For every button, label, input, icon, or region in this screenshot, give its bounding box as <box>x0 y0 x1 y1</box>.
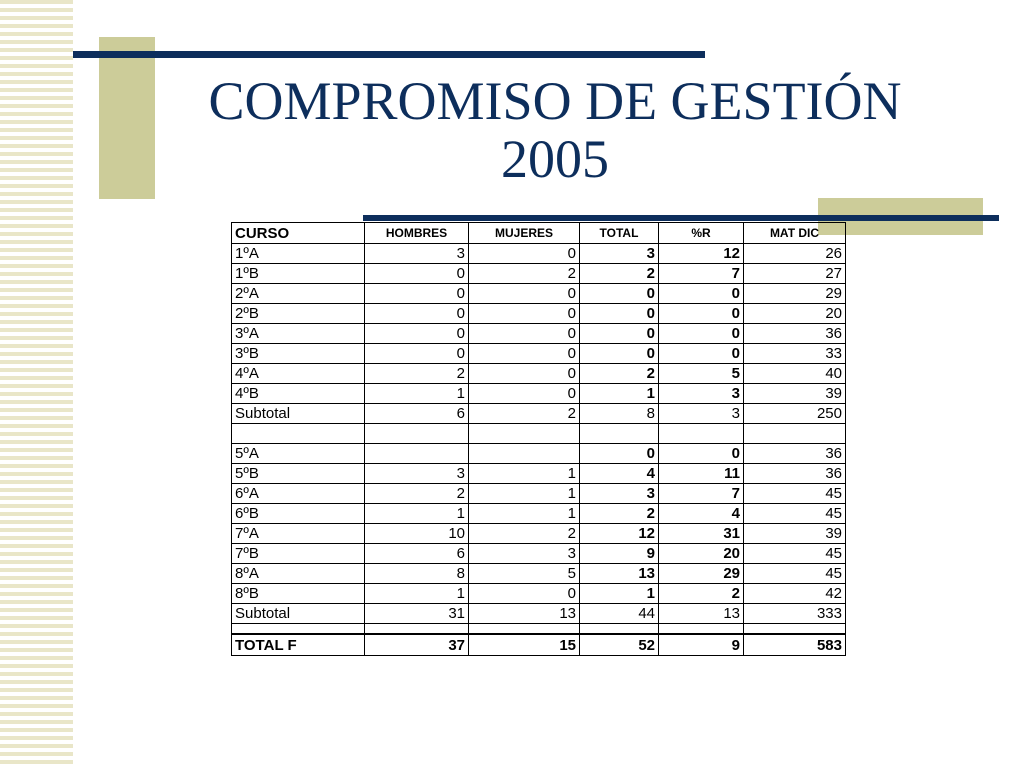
table-cell: 0 <box>365 304 469 324</box>
table-cell: 3 <box>580 244 659 264</box>
table-cell: 39 <box>744 384 846 404</box>
table-row <box>232 444 846 464</box>
table-cell: 7 <box>659 264 744 284</box>
table-cell: 4 <box>580 464 659 484</box>
table-cell <box>580 424 659 444</box>
table-cell: 0 <box>469 344 580 364</box>
table-cell: 33 <box>744 344 846 364</box>
slide-title-line1: COMPROMISO DE GESTIÓN <box>208 71 902 131</box>
table-cell: 9 <box>580 544 659 564</box>
table-row <box>232 304 846 324</box>
table-cell: 2 <box>469 524 580 544</box>
table-cell: 0 <box>580 444 659 464</box>
table-cell: 8ºB <box>232 584 365 604</box>
table-cell: 6 <box>365 544 469 564</box>
table-cell: 1 <box>469 464 580 484</box>
column-header: HOMBRES <box>365 223 469 244</box>
table-cell: 2 <box>659 584 744 604</box>
table-cell: 2 <box>469 264 580 284</box>
table-cell: 583 <box>744 634 846 656</box>
table-cell: 31 <box>365 604 469 624</box>
table-cell: 42 <box>744 584 846 604</box>
table-row <box>232 544 846 564</box>
table-cell: 0 <box>365 284 469 304</box>
table-cell: 4 <box>659 504 744 524</box>
table-cell: 0 <box>580 344 659 364</box>
table-cell: 52 <box>580 634 659 656</box>
slide-title <box>160 72 950 188</box>
table-cell: 2 <box>365 484 469 504</box>
table-cell: 0 <box>365 324 469 344</box>
table-cell <box>659 424 744 444</box>
striped-side-decoration <box>0 0 73 768</box>
table-cell <box>580 624 659 635</box>
table-cell <box>659 624 744 635</box>
table-row <box>232 464 846 484</box>
navy-decor-bar-top <box>73 51 705 58</box>
table-row <box>232 244 846 264</box>
table-cell: 0 <box>469 284 580 304</box>
table-cell: 45 <box>744 504 846 524</box>
olive-decor-block-left <box>99 37 155 199</box>
table-cell: 0 <box>659 304 744 324</box>
table-cell: 1 <box>580 384 659 404</box>
table-cell: 0 <box>469 584 580 604</box>
table-cell: 40 <box>744 364 846 384</box>
table-cell: 3 <box>365 464 469 484</box>
table-row <box>232 424 846 444</box>
table-cell: 2 <box>469 404 580 424</box>
table-cell: 45 <box>744 484 846 504</box>
table-cell: 37 <box>365 634 469 656</box>
table-cell: 15 <box>469 634 580 656</box>
table-header-row <box>232 223 846 244</box>
table-total-row <box>232 634 846 656</box>
table-cell <box>469 424 580 444</box>
table-cell: 2 <box>580 264 659 284</box>
table-cell: 36 <box>744 444 846 464</box>
table-row <box>232 484 846 504</box>
table-cell <box>232 624 365 635</box>
column-header: TOTAL <box>580 223 659 244</box>
enrollment-table <box>231 222 846 656</box>
table-cell: Subtotal <box>232 604 365 624</box>
table-cell: 9 <box>659 634 744 656</box>
table-cell: 2 <box>580 364 659 384</box>
table-row <box>232 504 846 524</box>
table-cell: 4ºB <box>232 384 365 404</box>
table-cell: 1ºB <box>232 264 365 284</box>
table-cell: 3 <box>469 544 580 564</box>
table-cell: 0 <box>469 304 580 324</box>
slide-title-line2: 2005 <box>501 129 609 189</box>
table-cell: 8 <box>580 404 659 424</box>
table-cell: 20 <box>659 544 744 564</box>
table-cell: 1 <box>365 584 469 604</box>
table-row <box>232 264 846 284</box>
table-cell: 31 <box>659 524 744 544</box>
column-header: CURSO <box>232 223 365 244</box>
table-row <box>232 324 846 344</box>
table-subtotal-row <box>232 404 846 424</box>
table-cell: 3 <box>659 384 744 404</box>
table-cell: 7ºA <box>232 524 365 544</box>
table-row <box>232 524 846 544</box>
navy-decor-bar-right <box>363 215 999 221</box>
table-cell <box>365 444 469 464</box>
table-cell: 36 <box>744 464 846 484</box>
table-cell: 2ºA <box>232 284 365 304</box>
table-cell: 0 <box>659 324 744 344</box>
table-cell: 5 <box>659 364 744 384</box>
table-cell <box>469 444 580 464</box>
table-cell: 3 <box>365 244 469 264</box>
table-subtotal-row <box>232 604 846 624</box>
table-cell: 0 <box>659 444 744 464</box>
table-cell: 5ºA <box>232 444 365 464</box>
table-cell: 8 <box>365 564 469 584</box>
table-cell: 12 <box>659 244 744 264</box>
column-header: MUJERES <box>469 223 580 244</box>
table-cell: 2 <box>580 504 659 524</box>
table-cell <box>744 624 846 635</box>
table-row <box>232 384 846 404</box>
table-cell: 0 <box>580 304 659 324</box>
table-row <box>232 284 846 304</box>
table-cell: 6ºA <box>232 484 365 504</box>
table-cell: 36 <box>744 324 846 344</box>
table-cell: 20 <box>744 304 846 324</box>
table-cell: 1 <box>580 584 659 604</box>
table-row <box>232 344 846 364</box>
table-cell: 0 <box>659 284 744 304</box>
table-cell: 10 <box>365 524 469 544</box>
table-cell <box>744 424 846 444</box>
table-cell <box>232 424 365 444</box>
table-cell: 13 <box>469 604 580 624</box>
table-cell: 13 <box>659 604 744 624</box>
table-cell: 45 <box>744 544 846 564</box>
table-cell: 12 <box>580 524 659 544</box>
table-cell: 333 <box>744 604 846 624</box>
table-cell: 5 <box>469 564 580 584</box>
table-cell <box>365 424 469 444</box>
table-cell: 0 <box>469 384 580 404</box>
table-cell: 3 <box>659 404 744 424</box>
table-cell <box>469 624 580 635</box>
table-cell: 13 <box>580 564 659 584</box>
table-cell: 1 <box>469 484 580 504</box>
table-cell: 44 <box>580 604 659 624</box>
table-cell <box>365 624 469 635</box>
table-cell: 0 <box>469 364 580 384</box>
table-cell: 8ºA <box>232 564 365 584</box>
table-cell: 1 <box>365 504 469 524</box>
table-cell: 29 <box>744 284 846 304</box>
table-cell: 2ºB <box>232 304 365 324</box>
table-cell: 3 <box>580 484 659 504</box>
table-cell: 0 <box>659 344 744 364</box>
table-cell: 11 <box>659 464 744 484</box>
table-row <box>232 584 846 604</box>
table-cell: 26 <box>744 244 846 264</box>
table-cell: 29 <box>659 564 744 584</box>
table-cell: 5ºB <box>232 464 365 484</box>
table-cell: 1 <box>365 384 469 404</box>
table-row <box>232 624 846 635</box>
table-cell: 3ºA <box>232 324 365 344</box>
column-header: MAT DIC <box>744 223 846 244</box>
table-cell: 250 <box>744 404 846 424</box>
table-body <box>232 223 846 656</box>
table-cell: 6ºB <box>232 504 365 524</box>
table-cell: 7ºB <box>232 544 365 564</box>
table-row <box>232 364 846 384</box>
table-cell: 0 <box>365 264 469 284</box>
table-cell: 45 <box>744 564 846 584</box>
table-cell: 0 <box>469 244 580 264</box>
table-cell: 4ºA <box>232 364 365 384</box>
table-cell: TOTAL F <box>232 634 365 656</box>
table-cell: 3ºB <box>232 344 365 364</box>
table-cell: 39 <box>744 524 846 544</box>
table-cell: 0 <box>580 284 659 304</box>
table-cell: 1ºA <box>232 244 365 264</box>
table-cell: 0 <box>469 324 580 344</box>
table-cell: 2 <box>365 364 469 384</box>
table-cell: 0 <box>365 344 469 364</box>
table-cell: 27 <box>744 264 846 284</box>
table-cell: Subtotal <box>232 404 365 424</box>
table-cell: 1 <box>469 504 580 524</box>
table-cell: 6 <box>365 404 469 424</box>
table-cell: 0 <box>580 324 659 344</box>
table-cell: 7 <box>659 484 744 504</box>
column-header: %R <box>659 223 744 244</box>
table-row <box>232 564 846 584</box>
